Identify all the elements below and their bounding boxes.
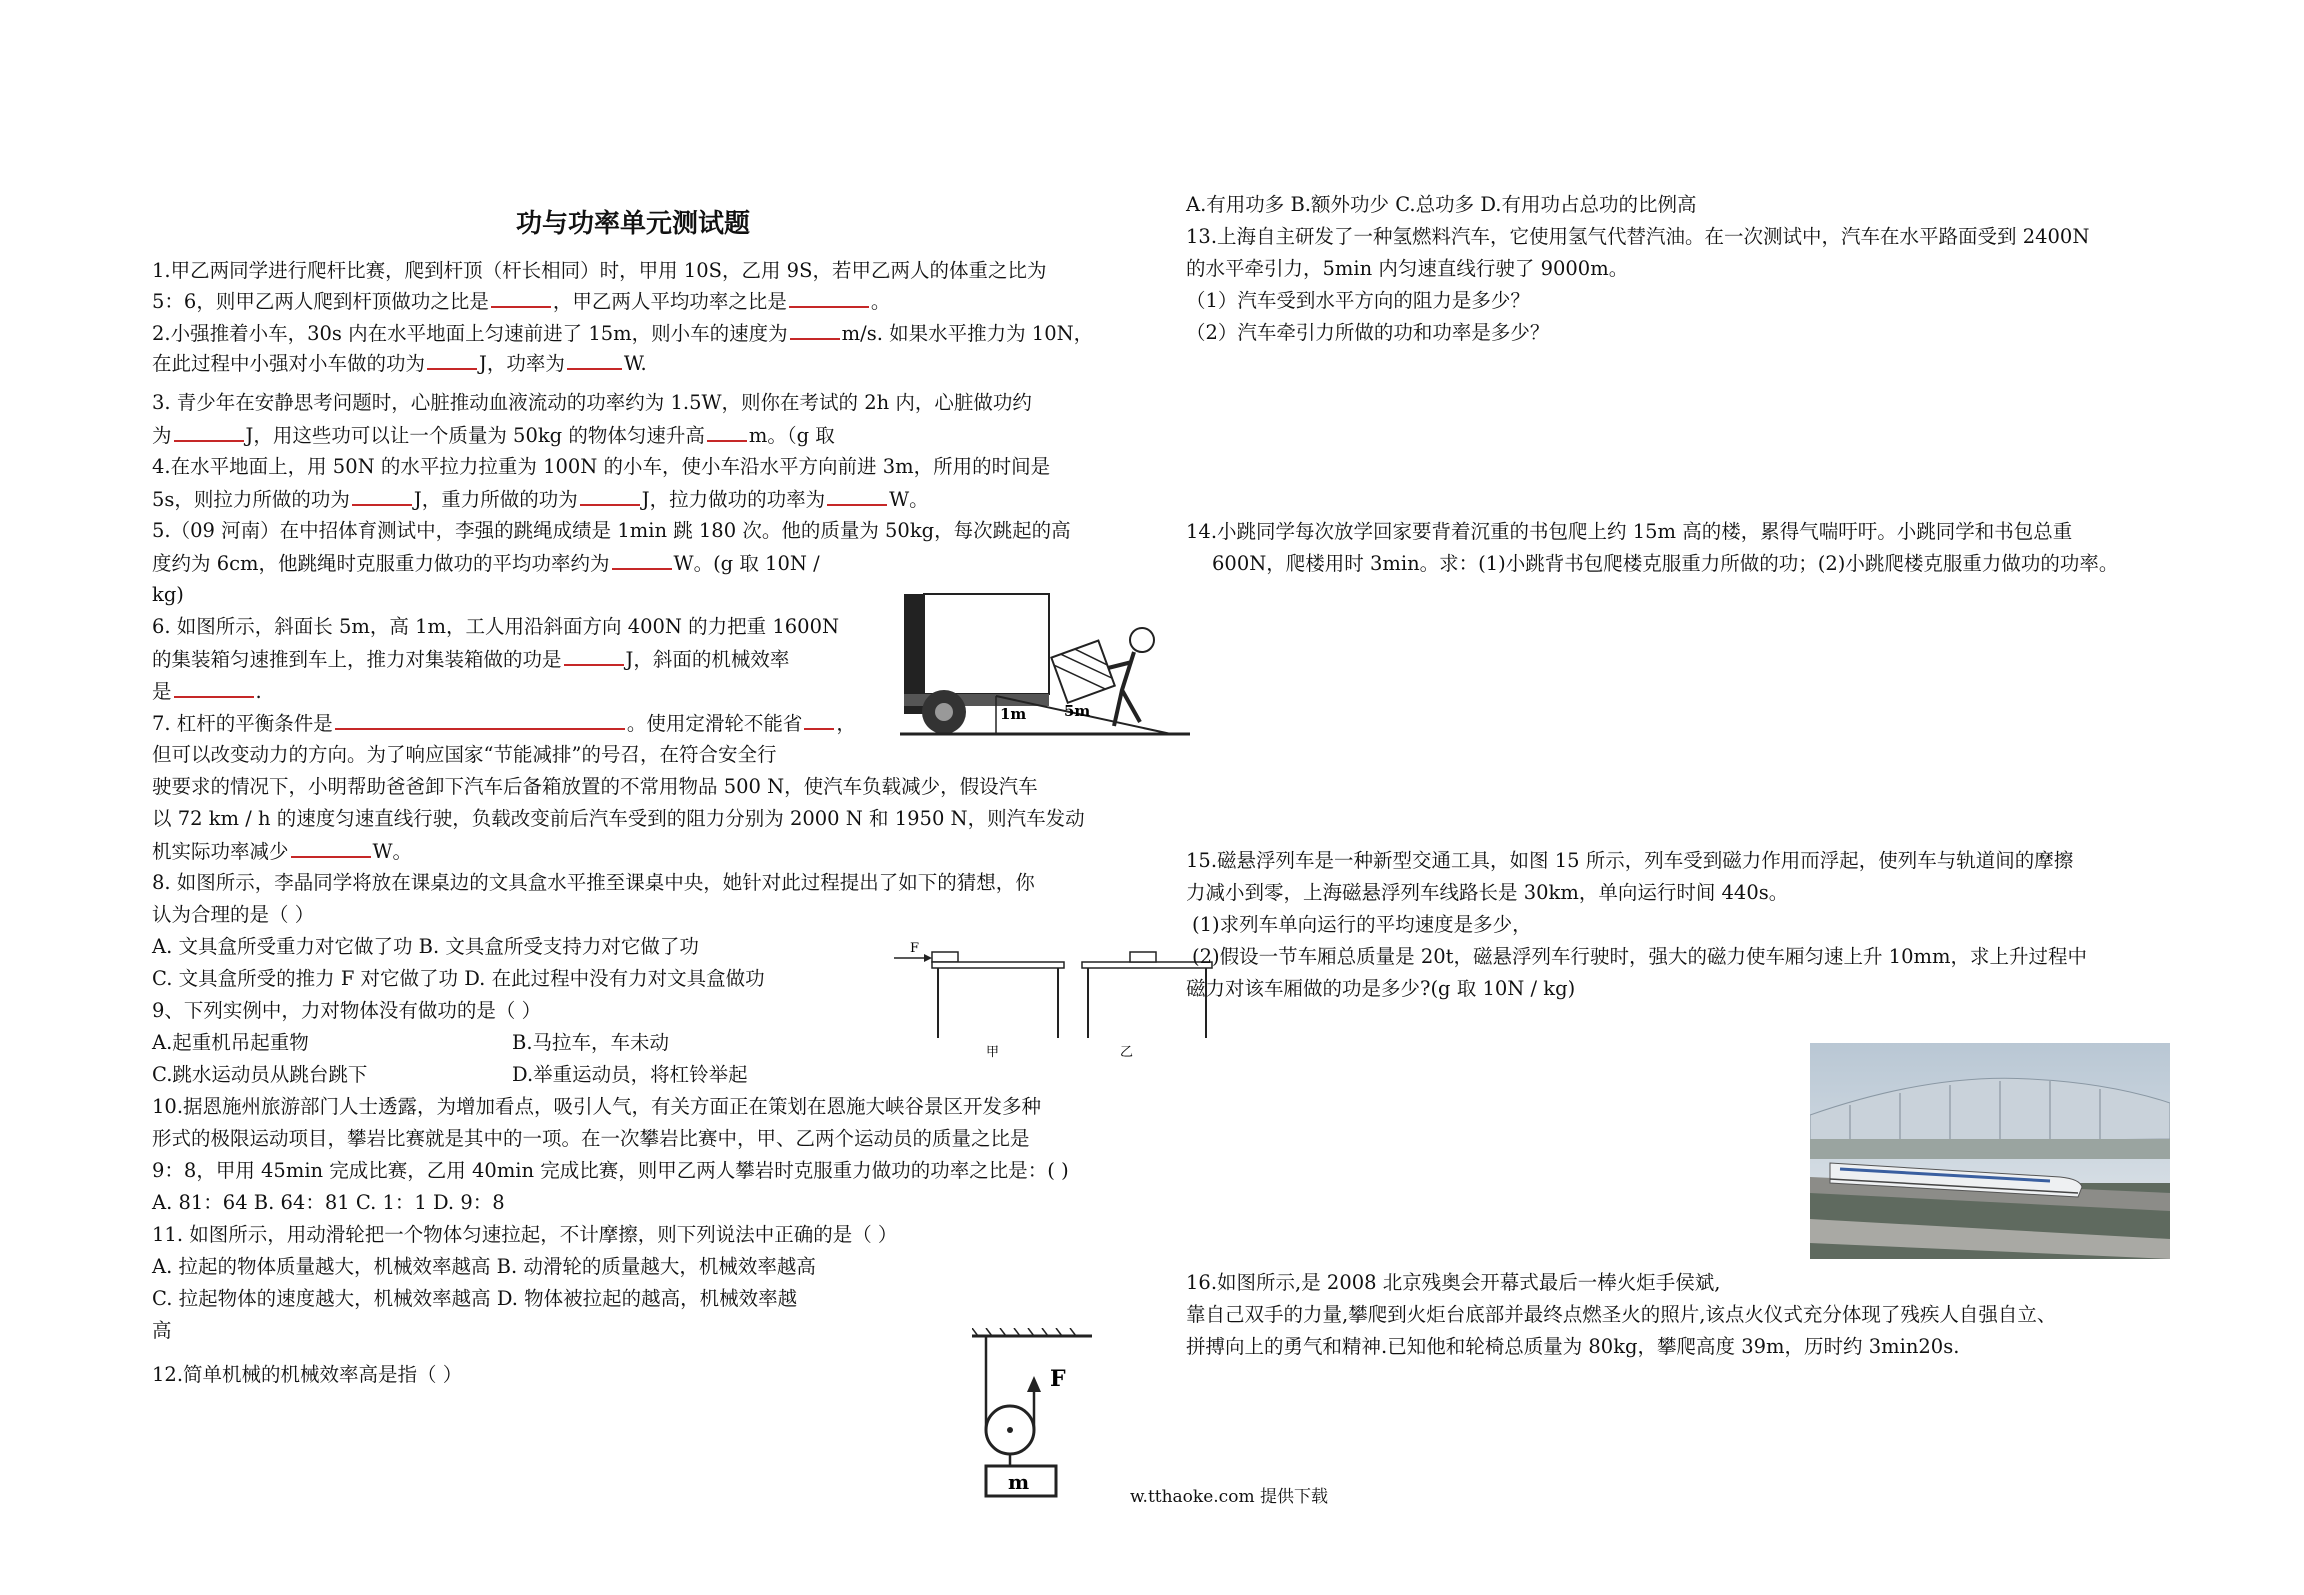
- q6-text-c: 是: [152, 680, 172, 703]
- q15-sub2: (2)假设一节车厢总质量是 20t，磁悬浮列车行驶时，强大的磁力使车厢匀速上升 10mm，求上升过程中: [1192, 945, 2087, 968]
- q13-sub2: （2）汽车牵引力所做的功和功率是多少？: [1186, 321, 1550, 344]
- q3-line2: [152, 420, 835, 451]
- answer-blank[interactable]: [174, 420, 244, 442]
- answer-blank[interactable]: [789, 286, 869, 308]
- page-title: 功与功率单元测试题: [516, 209, 751, 239]
- q13-sub1: （1）汽车受到水平方向的阻力是多少？: [1186, 289, 1530, 312]
- q9-option-c[interactable]: C.跳水运动员从跳台跳下: [152, 1063, 368, 1086]
- q14-line2: 600N，爬楼用时 3min。求：(1)小跳背书包爬楼克服重力所做的功；(2)小跳爬楼克服重力做功的功率。: [1212, 552, 2119, 575]
- q8-line2: 认为合理的是（ ）: [152, 903, 315, 926]
- q16-line3: 拼搏向上的勇气和精神.已知他和轮椅总质量为 80kg，攀爬高度 39m，历时约 3min20s.: [1186, 1335, 1960, 1358]
- q1-line2: [152, 286, 890, 317]
- answer-blank[interactable]: [804, 708, 834, 730]
- q7-line5: [152, 836, 412, 867]
- answer-blank[interactable]: [427, 348, 477, 370]
- q9-option-d[interactable]: D.举重运动员，将杠铃举起: [512, 1063, 748, 1086]
- pulley-force-label: F: [1050, 1366, 1066, 1392]
- answer-blank[interactable]: [790, 318, 840, 340]
- crate: [1051, 641, 1114, 703]
- q16-line1: 16.如图所示,是 2008 北京残奥会开幕式最后一棒火炬手侯斌,: [1186, 1271, 1721, 1294]
- yi-label: 乙: [1120, 1045, 1134, 1058]
- q4-line2: [152, 484, 929, 515]
- q4-text-d: W。: [889, 488, 929, 511]
- q4-text-c: J，拉力做功的功率为: [641, 488, 826, 511]
- q6-text-b: J，斜面的机械效率: [625, 648, 790, 671]
- maglev-train-photo: [1810, 1043, 2170, 1259]
- q7-text-e: W。: [372, 840, 413, 863]
- q10-line1: 10.据恩施州旅游部门人士透露，为增加看点，吸引人气，有关方面正在策划在恩施大峡谷景区开发多种: [152, 1095, 1042, 1118]
- q15-line5: 磁力对该车厢做的功是多少?(g 取 10N / kg): [1186, 977, 1576, 1000]
- answer-blank[interactable]: [580, 484, 640, 506]
- q7-text-c: ，: [836, 712, 856, 735]
- height-label: 1m: [1000, 705, 1027, 723]
- q10-line2: 形式的极限运动项目，攀岩比赛就是其中的一项。在一次攀岩比赛中，甲、乙两个运动员的质量之比是: [152, 1127, 1030, 1150]
- worker-head: [1130, 628, 1154, 652]
- q6-text-a: 的集装箱匀速推到车上，推力对集装箱做的功是: [152, 648, 562, 671]
- q3-text-c: m。（g 取: [748, 424, 835, 447]
- q3-text-a: 为: [152, 424, 172, 447]
- q9-option-a[interactable]: A.起重机吊起重物: [152, 1031, 309, 1054]
- q2-text-b: m/s. 如果水平推力为 10N，: [841, 322, 1094, 345]
- desk-figure: [886, 938, 1216, 1058]
- answer-blank[interactable]: [335, 708, 625, 730]
- q11-optionsAB[interactable]: A. 拉起的物体质量越大，机械效率越高 B. 动滑轮的质量越大，机械效率越高: [152, 1255, 816, 1278]
- q5-line3: kg): [152, 583, 184, 606]
- mass-label: m: [1008, 1470, 1030, 1494]
- q6-line3: [152, 676, 262, 707]
- jia-label: 甲: [986, 1045, 1000, 1058]
- answer-blank[interactable]: [291, 836, 371, 858]
- incline-figure: [896, 586, 1196, 746]
- q7-line2: 但可以改变动力的方向。为了响应国家“节能减排”的号召，在符合安全行: [152, 743, 777, 766]
- answer-blank[interactable]: [491, 286, 551, 308]
- q4-text-a: 5s，则拉力所做的功为: [152, 488, 350, 511]
- q10-line3: 9：8，甲用 45min 完成比赛，乙用 40min 完成比赛，则甲乙两人攀岩时克服重力做功的功率之比是：( ): [152, 1159, 1069, 1182]
- q6-line1: 6. 如图所示，斜面长 5m，高 1m，工人用沿斜面方向 400N 的力把重 1600N: [152, 615, 840, 638]
- download-credit: w.tthaoke.com 提供下载: [1130, 1487, 1328, 1507]
- q7-line4: 以 72 km / h 的速度匀速直线行驶，负载改变前后汽车受到的阻力分别为 2000 N 和 1950 N，则汽车发动: [152, 807, 1085, 830]
- q7-text-d: 机实际功率减少: [152, 840, 289, 863]
- q9-line1: 9、下列实例中，力对物体没有做功的是（ ）: [152, 999, 542, 1022]
- q1-line1: 1.甲乙两同学进行爬杆比赛，爬到杆顶（杆长相同）时，甲用 10S，乙用 9S，若甲乙两人的体重之比为: [152, 259, 1047, 282]
- q1-text-a: 5：6，则甲乙两人爬到杆顶做功之比是: [152, 290, 489, 313]
- q11-line1: 11. 如图所示，用动滑轮把一个物体匀速拉起，不计摩擦，则下列说法中正确的是（ ）: [152, 1223, 898, 1246]
- answer-blank[interactable]: [827, 484, 887, 506]
- answer-blank[interactable]: [174, 676, 254, 698]
- pull-arrow: [1027, 1376, 1041, 1392]
- answer-blank[interactable]: [352, 484, 412, 506]
- answer-blank[interactable]: [707, 420, 747, 442]
- q8-optionsAB[interactable]: A. 文具盒所受重力对它做了功 B. 文具盒所受支持力对它做了功: [152, 935, 699, 958]
- pencil-box-yi: [1130, 952, 1156, 962]
- q13-line1: 13.上海自主研发了一种氢燃料汽车，它使用氢气代替汽油。在一次测试中，汽车在水平路面受到 2400N: [1186, 225, 2090, 248]
- q13-line2: 的水平牵引力，5min 内匀速直线行驶了 9000m。: [1186, 257, 1629, 280]
- q2-text-a: 2.小强推着小车，30s 内在水平地面上匀速前进了 15m，则小车的速度为: [152, 322, 788, 345]
- q15-line2: 力减小到零，上海磁悬浮列车线路长是 30km，单向运行时间 440s。: [1186, 881, 1789, 904]
- q11-optionsCD[interactable]: C. 拉起物体的速度越大，机械效率越高 D. 物体被拉起的越高，机械效率越: [152, 1287, 798, 1310]
- q2-line1: [152, 318, 1093, 349]
- wheel-hub: [935, 703, 953, 721]
- q2-text-e: W.: [623, 352, 647, 375]
- q7-text-a: 7. 杠杆的平衡条件是: [152, 712, 333, 735]
- desk-top-jia: [932, 962, 1064, 968]
- q5-text-a: 度约为 6cm，他跳绳时克服重力做功的平均功率约为: [152, 552, 610, 575]
- q9-option-b[interactable]: B.马拉车，车未动: [512, 1031, 670, 1054]
- q5-text-b: W。(g 取 10N /: [673, 552, 820, 575]
- q6-line2: [152, 644, 789, 675]
- force-label: F: [910, 941, 920, 956]
- length-label: 5m: [1064, 702, 1091, 720]
- truck-body: [924, 594, 1049, 694]
- q7-line1: [152, 708, 856, 739]
- q8-line1: 8. 如图所示，李晶同学将放在课桌边的文具盒水平推至课桌中央，她针对此过程提出了如下的猜想，你: [152, 871, 1035, 894]
- q5-line2: [152, 548, 820, 579]
- q16-line2: 靠自己双手的力量,攀爬到火炬台底部并最终点燃圣火的照片,该点火仪式充分体现了残疾人自强自立、: [1186, 1303, 2057, 1326]
- q5-line1: 5.（09 河南）在中招体育测试中，李强的跳绳成绩是 1min 跳 180 次。他的质量为 50kg，每次跳起的高: [152, 519, 1071, 542]
- q3-text-b: J，用这些功可以让一个质量为 50kg 的物体匀速升高: [245, 424, 705, 447]
- q2-text-d: J，功率为: [479, 352, 565, 375]
- q12-line1: 12.简单机械的机械效率高是指（ ）: [152, 1363, 463, 1386]
- q12-options[interactable]: A.有用功多 B.额外功少 C.总功多 D.有用功占总功的比例高: [1186, 193, 1697, 216]
- q1-text-c: 。: [870, 290, 891, 313]
- q6-text-d: .: [255, 680, 262, 703]
- q8-optionsCD[interactable]: C. 文具盒所受的推力 F 对它做了功 D. 在此过程中没有力对文具盒做功: [152, 967, 765, 990]
- q1-text-b: ，甲乙两人平均功率之比是: [552, 290, 787, 313]
- q2-line2: [152, 348, 647, 379]
- q7-line3: 驶要求的情况下，小明帮助爸爸卸下汽车后备箱放置的不常用物品 500 N，使汽车负载减少，假设汽车: [152, 775, 1038, 798]
- q11-line4: 高: [152, 1319, 172, 1342]
- answer-blank[interactable]: [564, 644, 624, 666]
- q14-line1: 14.小跳同学每次放学回家要背着沉重的书包爬上约 15m 高的楼，累得气喘吁吁。小跳同学和书包总重: [1186, 520, 2073, 543]
- q3-line1: 3. 青少年在安静思考问题时，心脏推动血液流动的功率约为 1.5W，则你在考试的 2h 内，心脏做功约: [152, 391, 1032, 414]
- pencil-box-jia: [932, 952, 958, 962]
- q7-text-b: 。使用定滑轮不能省: [626, 712, 803, 735]
- q4-text-b: J，重力所做的功为: [413, 488, 578, 511]
- pulley-figure: [972, 1328, 1122, 1500]
- q15-line1: 15.磁悬浮列车是一种新型交通工具，如图 15 所示，列车受到磁力作用而浮起，使列车与轨道间的摩擦: [1186, 849, 2074, 872]
- q2-text-c: 在此过程中小强对小车做的功为: [152, 352, 426, 375]
- answer-blank[interactable]: [612, 548, 672, 570]
- q15-sub1: (1)求列车单向运行的平均速度是多少，: [1192, 913, 1532, 936]
- worker-body: [1108, 652, 1140, 726]
- answer-blank[interactable]: [567, 348, 622, 370]
- q4-line1: 4.在水平地面上，用 50N 的水平拉力拉重为 100N 的小车，使小车沿水平方向前进 3m，所用的时间是: [152, 455, 1051, 478]
- q10-options[interactable]: A. 81：64 B. 64：81 C. 1：1 D. 9：8: [152, 1191, 505, 1214]
